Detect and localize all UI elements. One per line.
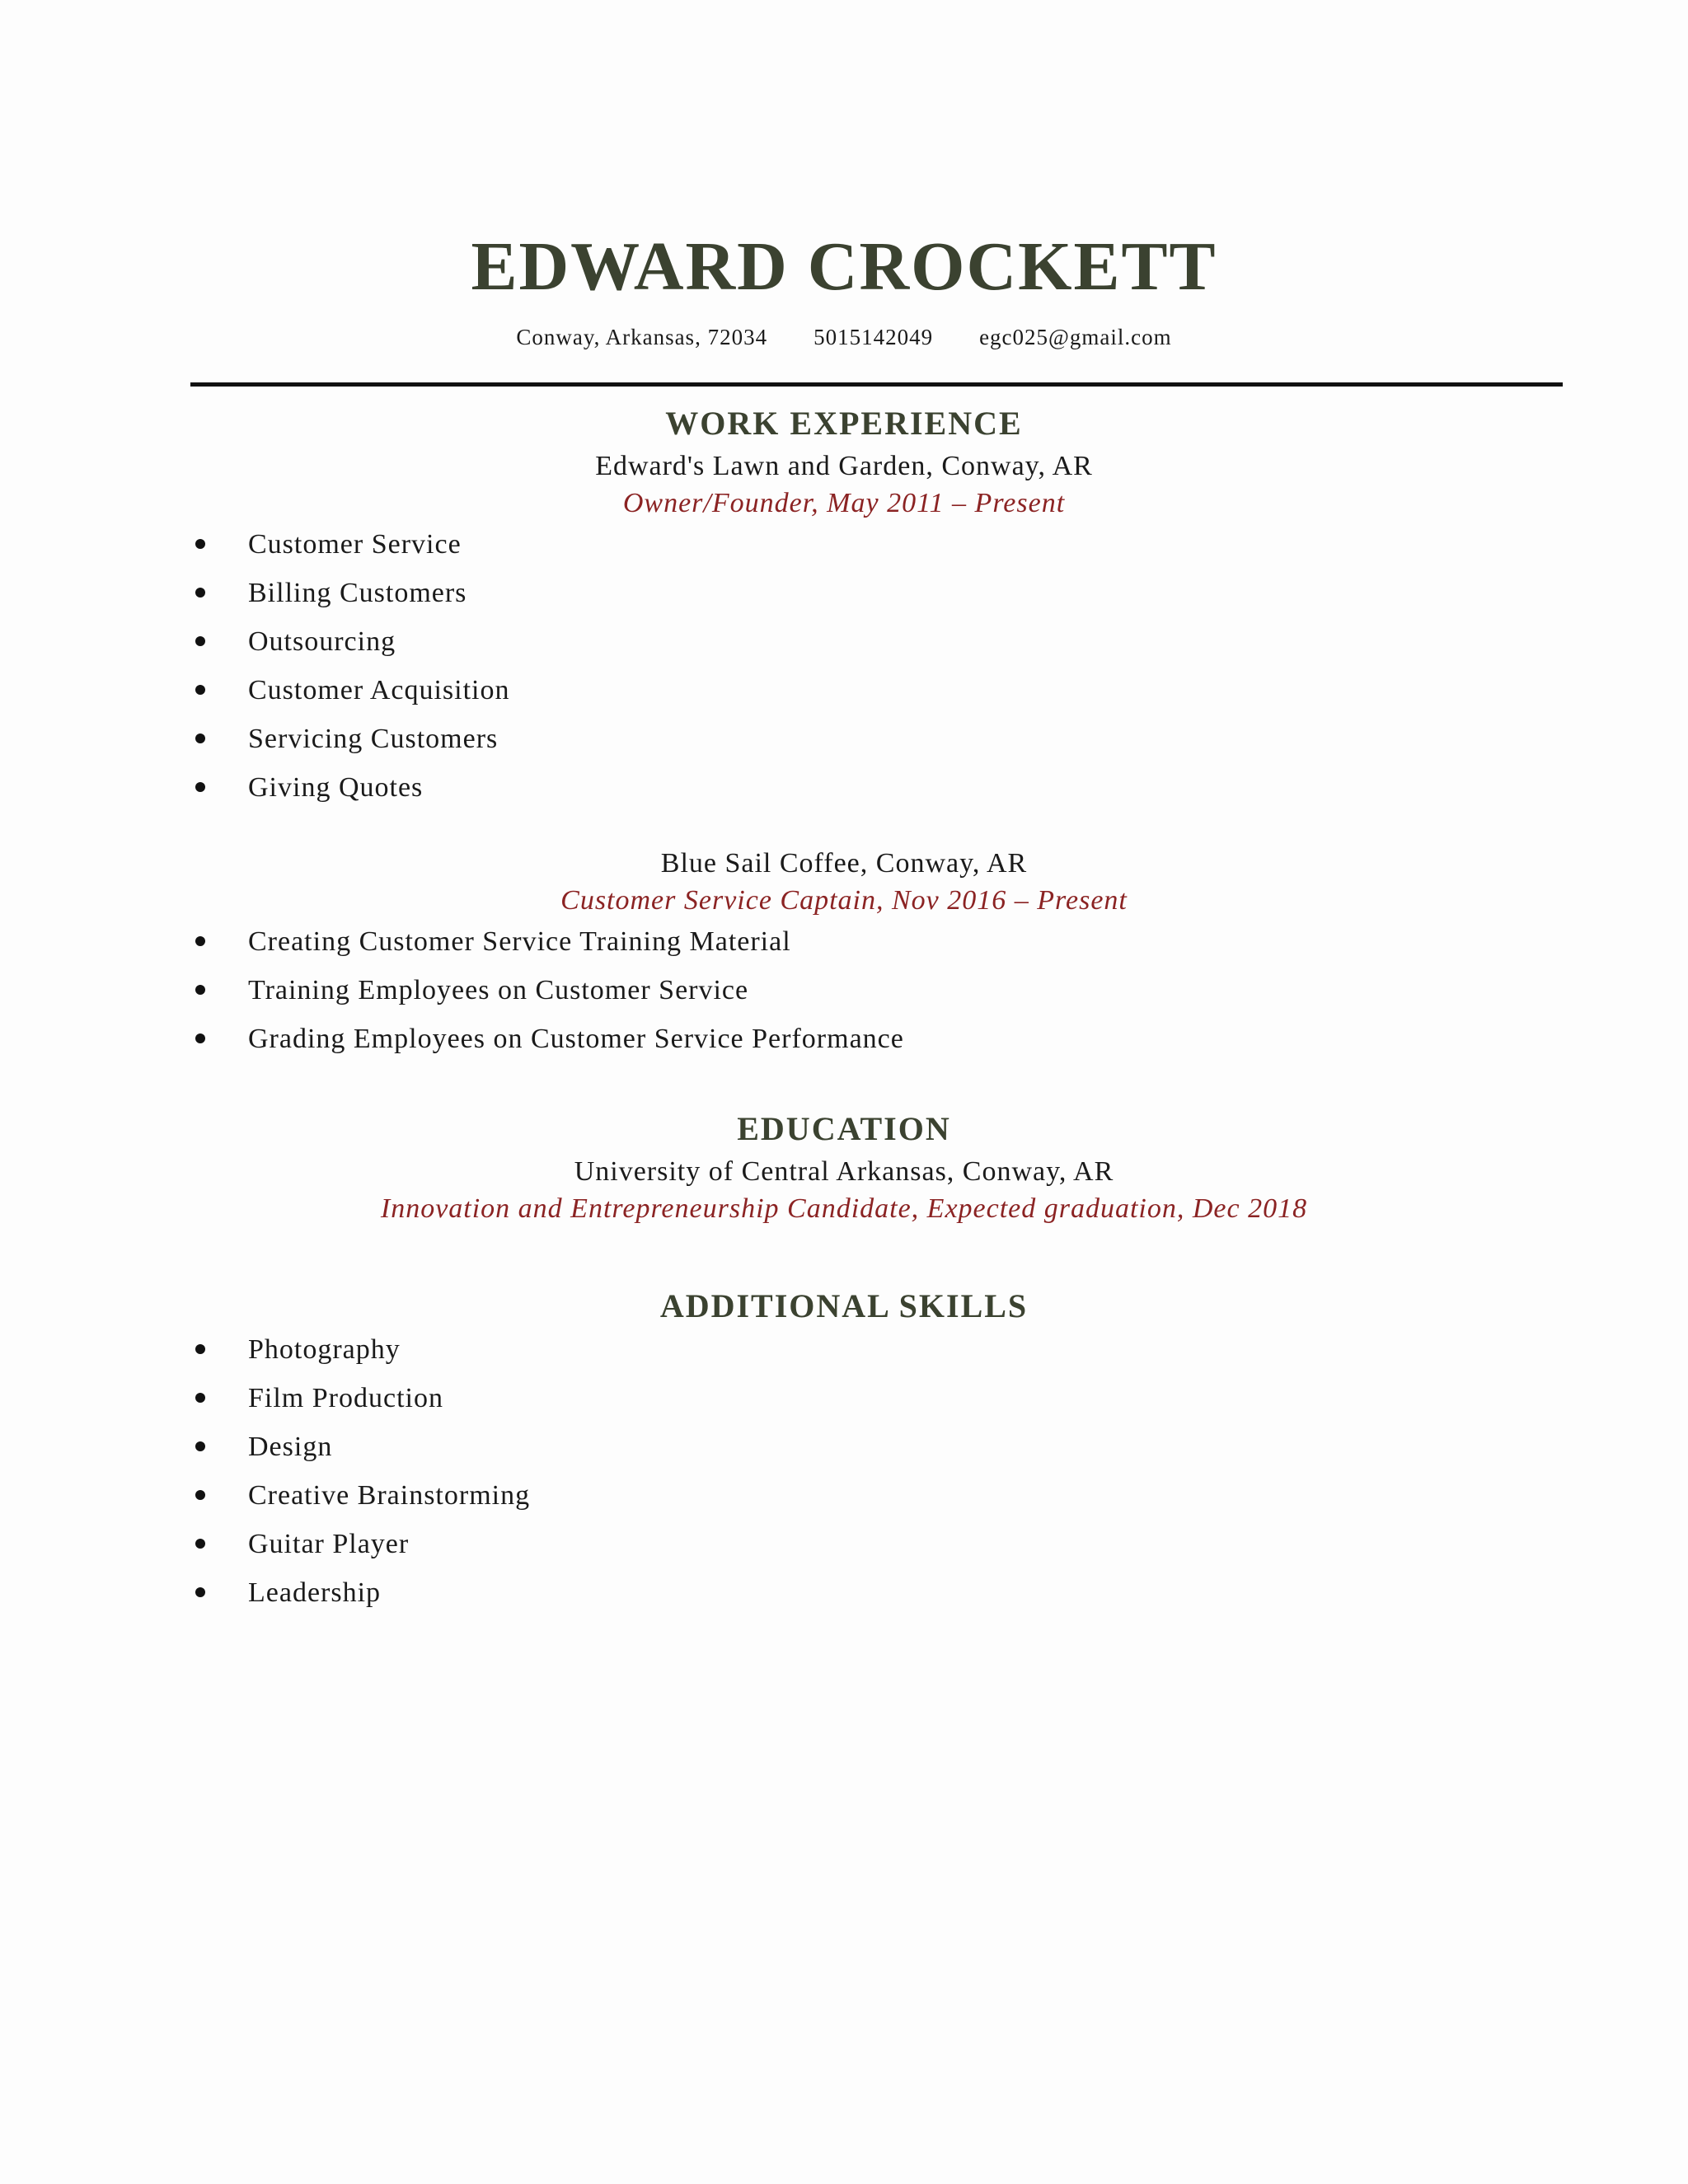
bullet-icon xyxy=(195,782,205,792)
list-item: Film Production xyxy=(190,1385,530,1433)
education-program: Innovation and Entrepreneurship Candidate, Expected graduation, Dec 2018 xyxy=(380,1193,1308,1224)
list-item: Creating Customer Service Training Material xyxy=(190,928,904,977)
bullet-icon xyxy=(195,1587,205,1597)
list-item: Giving Quotes xyxy=(190,774,510,823)
section-title-additional-skills: ADDITIONAL SKILLS xyxy=(659,1287,1029,1324)
bullet-icon xyxy=(195,936,205,946)
section-title-education: EDUCATION xyxy=(737,1110,951,1147)
bullet-icon xyxy=(195,1539,205,1549)
bullet-icon xyxy=(195,636,205,646)
bullet-icon xyxy=(195,588,205,598)
list-item: Customer Acquisition xyxy=(190,677,510,725)
section-title-work-experience: WORK EXPERIENCE xyxy=(665,405,1023,442)
contact-location: Conway, Arkansas, 72034 xyxy=(516,325,768,349)
list-item: Training Employees on Customer Service xyxy=(190,977,904,1025)
header-divider xyxy=(190,382,1563,387)
list-item: Design xyxy=(190,1433,530,1482)
bullet-icon xyxy=(195,539,205,549)
list-item: Customer Service xyxy=(190,531,510,579)
bullet-icon xyxy=(195,1441,205,1451)
bullet-icon xyxy=(195,1490,205,1500)
list-item: Billing Customers xyxy=(190,579,510,628)
list-item: Guitar Player xyxy=(190,1530,530,1579)
bullet-icon xyxy=(195,733,205,743)
list-item: Grading Employees on Customer Service Performance xyxy=(190,1025,904,1074)
job-duties-list xyxy=(190,531,510,823)
job-role: Owner/Founder, May 2011 – Present xyxy=(622,488,1066,518)
bullet-icon xyxy=(195,985,205,995)
bullet-icon xyxy=(195,1033,205,1043)
bullet-icon xyxy=(195,685,205,695)
candidate-name: EDWARD CROCKETT xyxy=(471,228,1217,305)
job-organization: Blue Sail Coffee, Conway, AR xyxy=(660,848,1028,879)
bullet-icon xyxy=(195,1393,205,1403)
list-item: Servicing Customers xyxy=(190,725,510,774)
job-duties-list xyxy=(190,928,904,1074)
list-item: Outsourcing xyxy=(190,628,510,677)
list-item: Leadership xyxy=(190,1579,530,1628)
education-school: University of Central Arkansas, Conway, AR xyxy=(574,1156,1114,1187)
list-item: Creative Brainstorming xyxy=(190,1482,530,1530)
contact-line xyxy=(0,326,1688,349)
job-organization: Edward's Lawn and Garden, Conway, AR xyxy=(595,451,1093,481)
bullet-icon xyxy=(195,1344,205,1354)
job-role: Customer Service Captain, Nov 2016 – Present xyxy=(560,885,1128,916)
skills-list xyxy=(190,1336,530,1628)
contact-email: egc025@gmail.com xyxy=(979,325,1172,349)
contact-phone: 5015142049 xyxy=(814,325,934,349)
list-item: Photography xyxy=(190,1336,530,1385)
